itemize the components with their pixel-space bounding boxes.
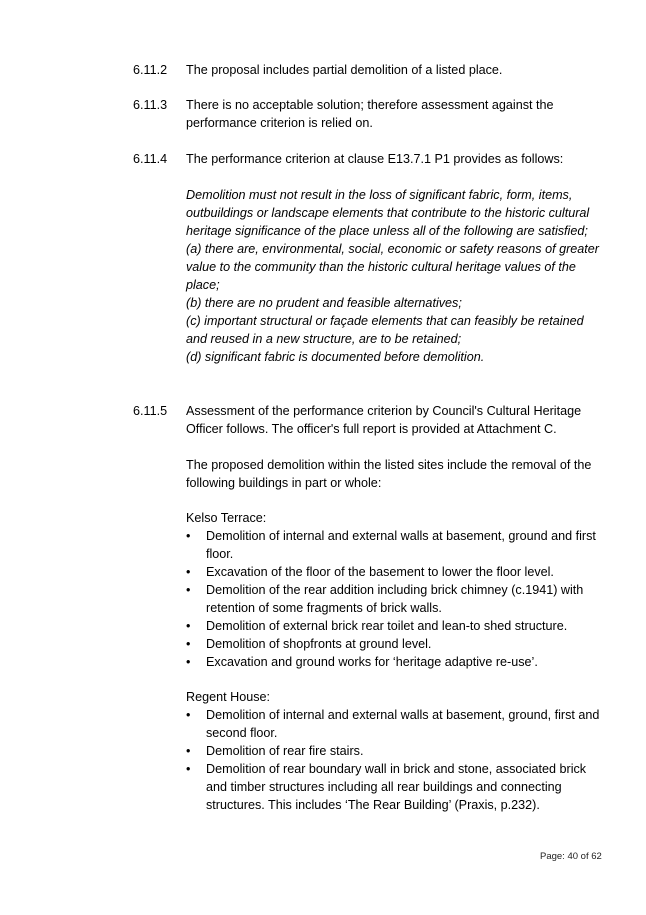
bullet-icon: •	[186, 655, 191, 669]
section-number: 6.11.5	[133, 404, 168, 418]
list-item-text: Demolition of external brick rear toilet and lean-to shed structure.	[206, 619, 568, 633]
list-item-text: Demolition of shopfronts at ground level.	[206, 637, 432, 651]
list-item	[186, 527, 606, 563]
list-item	[186, 581, 606, 617]
list-item-text: Excavation and ground works for ‘heritage adaptive re-use’.	[206, 655, 538, 669]
list-item	[186, 653, 606, 671]
bullet-icon: •	[186, 637, 191, 651]
list-item	[186, 760, 606, 814]
bullet-icon: •	[186, 529, 191, 543]
kelso-list	[186, 527, 606, 671]
section-text: The proposal includes partial demolition of a listed place.	[186, 63, 503, 77]
section-number: 6.11.2	[133, 63, 168, 77]
criterion-intro: Demolition must not result in the loss of significant fabric, form, items, outbuildings or landscape elements that contribute to the historic cultural heritage significance of the place unless all of the following are satisfied;	[186, 188, 590, 238]
list-item	[186, 617, 606, 635]
list-item-text: Demolition of rear fire stairs.	[206, 744, 364, 758]
regent-heading: Regent House:	[186, 690, 271, 704]
section-text: The performance criterion at clause E13.7.1 P1 provides as follows:	[186, 152, 564, 166]
criterion-b: (b) there are no prudent and feasible alternatives;	[186, 296, 462, 310]
regent-list	[186, 706, 606, 814]
section-number: 6.11.4	[133, 152, 168, 166]
criterion-quote	[186, 186, 601, 366]
criterion-d: (d) significant fabric is documented before demolition.	[186, 350, 485, 364]
section-text: There is no acceptable solution; therefore assessment against the performance criterion is relied on.	[186, 98, 554, 130]
bullet-icon: •	[186, 619, 191, 633]
list-item-text: Demolition of internal and external walls at basement, ground, first and second floor.	[206, 708, 600, 740]
list-item-text: Demolition of internal and external walls at basement, ground and first floor.	[206, 529, 596, 561]
section-text: Assessment of the performance criterion by Council's Cultural Heritage Officer follows. The officer's full report is provided at Attachment C.	[186, 404, 582, 436]
list-item	[186, 706, 606, 742]
bullet-icon: •	[186, 744, 191, 758]
list-item-text: Demolition of rear boundary wall in brick and stone, associated brick and timber structures including all rear buildings and connecting structures. This includes ‘The Rear Building’ (Praxis, p.232).	[206, 762, 587, 812]
bullet-icon: •	[186, 583, 191, 597]
bullet-icon: •	[186, 708, 191, 722]
list-item	[186, 635, 606, 653]
demolition-intro	[186, 456, 606, 492]
list-item-text: Demolition of the rear addition including brick chimney (c.1941) with retention of some fragments of brick walls.	[206, 583, 584, 615]
criterion-a: (a) there are, environmental, social, economic or safety reasons of greater value to the community than the historic cultural heritage values of the place;	[186, 242, 599, 292]
kelso-heading: Kelso Terrace:	[186, 511, 267, 525]
demolition-intro-text: The proposed demolition within the listed sites include the removal of the following buildings in part or whole:	[186, 458, 592, 490]
section-number: 6.11.3	[133, 98, 168, 112]
list-item-text: Excavation of the floor of the basement to lower the floor level.	[206, 565, 554, 579]
bullet-icon: •	[186, 762, 191, 776]
list-item	[186, 742, 606, 760]
bullet-icon: •	[186, 565, 191, 579]
criterion-c: (c) important structural or façade elements that can feasibly be retained and reused in a new structure, are to be retained;	[186, 314, 584, 346]
page-number: Page: 40 of 62	[540, 851, 602, 862]
list-item	[186, 563, 606, 581]
